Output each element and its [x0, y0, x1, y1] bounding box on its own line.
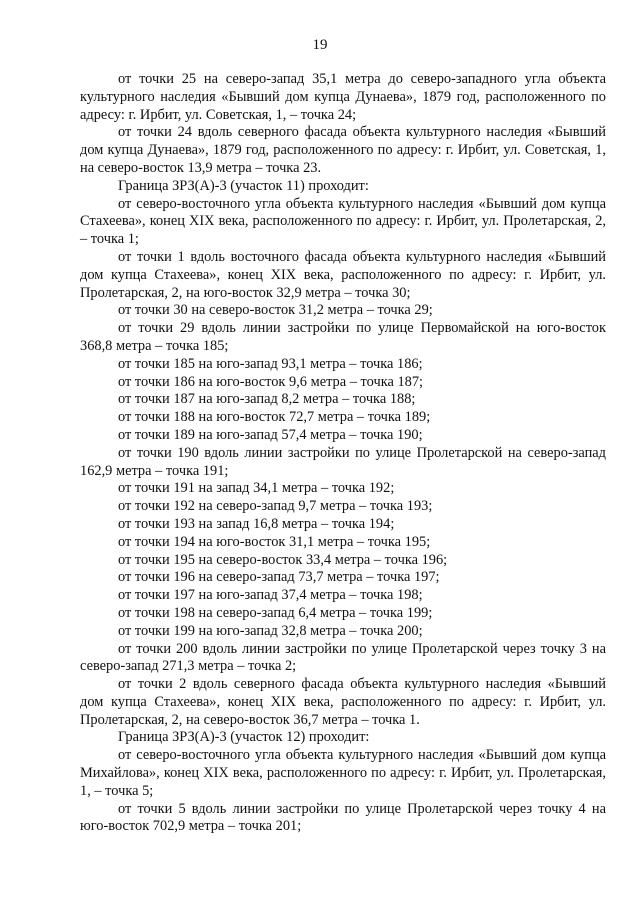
paragraph: Граница ЗРЗ(А)-3 (участок 12) проходит:: [118, 729, 370, 746]
paragraph: от точки 188 на юго-восток 72,7 метра – точка 189;: [118, 409, 431, 426]
paragraph: от точки 191 на запад 34,1 метра – точка 192;: [118, 480, 395, 497]
paragraph: от точки 199 на юго-запад 32,8 метра – точка 200;: [118, 622, 423, 639]
paragraph: от северо-восточного угла объекта культурного наследия «Бывший дом купца Михайлова», конец XIX века, расположенного по адресу: г. Ирбит, ул. Пролетарская, 1, – точка 5;: [80, 747, 606, 799]
paragraph: от точки 187 на юго-запад 8,2 метра – точка 188;: [118, 391, 416, 408]
paragraph: Граница ЗРЗ(А)-3 (участок 11) проходит:: [118, 177, 369, 194]
paragraph: от точки 190 вдоль линии застройки по улице Пролетарской на северо-запад 162,9 метра – точка 191;: [80, 444, 606, 479]
paragraph: от точки 24 вдоль северного фасада объекта культурного наследия «Бывший дом купца Дунаева», 1879 год, расположенного по адресу: г. Ирбит, ул. Советская, 1, на северо-восток 13,9 метра – точка 23.: [80, 124, 606, 176]
paragraph: от точки 29 вдоль линии застройки по улице Первомайской на юго-восток 368,8 метра – точка 185;: [80, 320, 606, 354]
paragraph: от северо-восточного угла объекта культурного наследия «Бывший дом купца Стахеева», конец XIX века, расположенного по адресу: г. Ирбит, ул. Пролетарская, 2, – точка 1;: [80, 195, 606, 248]
paragraph: от точки 197 на юго-запад 37,4 метра – точка 198;: [118, 587, 423, 604]
paragraph: от точки 185 на юго-запад 93,1 метра – точка 186;: [118, 355, 423, 372]
paragraph: от точки 193 на запад 16,8 метра – точка 194;: [118, 515, 395, 532]
paragraph: от точки 25 на северо-запад 35,1 метра до северо-западного угла объекта культурного наследия «Бывший дом купца Дунаева», 1879 год, расположенного по адресу: г. Ирбит, ул. Советская, 1, – точка 24;: [80, 71, 606, 123]
document-body: [80, 71, 606, 836]
paragraph: от точки 1 вдоль восточного фасада объекта культурного наследия «Бывший дом купца Стахеева», конец XIX века, расположенного по адресу: г. Ирбит, ул. Пролетарская, 2, на юго-восток 32,9 метра – точка 30;: [80, 248, 606, 301]
paragraph: от точки 2 вдоль северного фасада объекта культурного наследия «Бывший дом купца Стахеева», конец XIX века, расположенного по адресу: г. Ирбит, ул. Пролетарская, 2, на северо-восток 36,7 метра – точка 1.: [80, 676, 606, 728]
paragraph: от точки 189 на юго-запад 57,4 метра – точка 190;: [118, 426, 423, 443]
paragraph: от точки 194 на юго-восток 31,1 метра – точка 195;: [118, 533, 431, 550]
paragraph: от точки 5 вдоль линии застройки по улице Пролетарской через точку 4 на юго-восток 702,9 метра – точка 201;: [80, 800, 606, 835]
paragraph: от точки 200 вдоль линии застройки по улице Пролетарской через точку 3 на северо-запад 271,3 метра – точка 2;: [80, 640, 606, 675]
paragraph: от точки 30 на северо-восток 31,2 метра – точка 29;: [118, 302, 433, 319]
paragraph: от точки 195 на северо-восток 33,4 метра – точка 196;: [118, 551, 448, 568]
paragraph: от точки 198 на северо-запад 6,4 метра – точка 199;: [118, 604, 433, 621]
paragraph: от точки 186 на юго-восток 9,6 метра – точка 187;: [118, 373, 424, 390]
paragraph: от точки 196 на северо-запад 73,7 метра – точка 197;: [118, 569, 440, 586]
page-number: 19: [312, 37, 328, 53]
paragraph: от точки 192 на северо-запад 9,7 метра – точка 193;: [118, 498, 433, 515]
